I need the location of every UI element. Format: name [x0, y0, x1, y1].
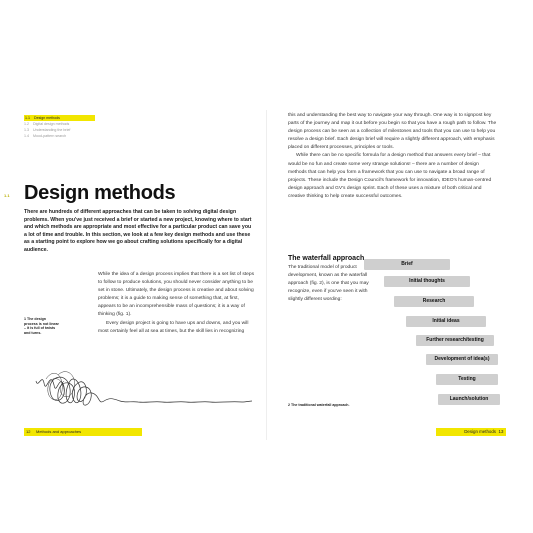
waterfall-step-research: Research	[394, 296, 474, 307]
section-nav	[24, 115, 114, 139]
nav-item-mood-pattern-search[interactable]: 1.4 Mood-pattern search	[24, 134, 67, 138]
nav-item-understanding-brief[interactable]: 1.3 Understanding the brief	[24, 128, 71, 132]
page-number: 12	[26, 429, 31, 434]
nav-item-design-methods[interactable]: 1.1 Design methods	[24, 115, 95, 121]
body-paragraph: this and understanding the best way to navigate your way through. One way is to signpost key parts of the journey and map it out before you begin so that you have a rough path to follow. The design process can be seen as a collection of milestones and tools that you can use to help you resolve a design brief. Each design brief will require a slightly different approach, with emphasis placed on different processes, principles or tools.	[288, 113, 497, 151]
waterfall-step-further-research: Further research/testing	[416, 335, 494, 346]
waterfall-step-testing: Testing	[436, 374, 498, 385]
waterfall-step-initial-ideas: Initial ideas	[406, 316, 486, 327]
waterfall-step-launch: Launch/solution	[438, 394, 500, 405]
page-number: 13	[498, 429, 504, 434]
waterfall-heading: The waterfall approach	[288, 255, 365, 262]
chapter-label: Design methods	[464, 429, 496, 434]
section-marker: 1.1	[4, 193, 10, 198]
left-footer	[24, 428, 142, 436]
right-footer	[436, 428, 506, 436]
waterfall-text: The traditional model of product development, known as the waterfall approach (fig. 2), is one that you may recognize, even if you've seen it with slightly different wording:	[288, 265, 369, 303]
figure-1-caption: 1 The design process is not linear – it is full of twists and turns.	[24, 317, 59, 335]
body-paragraph: While the idea of a design process implies that there is a set list of steps to follow to produce solutions, you should never consider anything to be set in stone. Ultimately, the design process is creative and about solving problems; it is a guide to making sense of something that, at first, appears to be an incomprehensible mass of questions; it is a way of thinking (fig. 1).	[98, 272, 255, 318]
design-process-scribble-illustration	[34, 361, 254, 413]
book-spread	[4, 110, 515, 440]
right-body-text	[288, 112, 498, 201]
body-paragraph: While there can be no specific formula for a design method that answers every brief – that would be no fun and create some very strange solutions! – there are a number of design methods that can help you form a framework that you can use to navigate a broad range of projects. These include the Design Council's framework for innovation, IDEO's human-centred design approach and GV's design sprint. Each of these uses a mixture of both critical and creative thinking to help create successful outcomes.	[288, 153, 492, 199]
waterfall-step-development: Development of idea(s)	[426, 354, 498, 365]
waterfall-step-brief: Brief	[364, 259, 450, 270]
lead-paragraph: There are hundreds of different approaches that can be taken to solving digital design problems. When you've just received a brief or started a new project, knowing where to start and which methods are appropriate and most effective for a particular product can save you a lot of time and trouble. In this section, we look at a few key design methods and use these as a starting point to explore how we go about crafting solutions specifically for a digital audience.	[24, 209, 252, 253]
right-page	[267, 110, 515, 440]
page-title: Design methods	[24, 182, 176, 204]
left-page	[4, 110, 266, 440]
body-paragraph: Every design project is going to have ups and downs, and you will most certainly feel all at sea at times, but the skill lies in recognizing	[98, 320, 249, 334]
left-body-text	[98, 271, 256, 336]
chapter-label: Methods and approaches	[36, 429, 82, 434]
figure-2-caption: 2 The traditional waterfall approach.	[288, 403, 350, 407]
waterfall-step-initial-thoughts: Initial thoughts	[384, 276, 470, 287]
nav-item-digital-design-methods[interactable]: 1.2 Digital design methods	[24, 122, 70, 126]
